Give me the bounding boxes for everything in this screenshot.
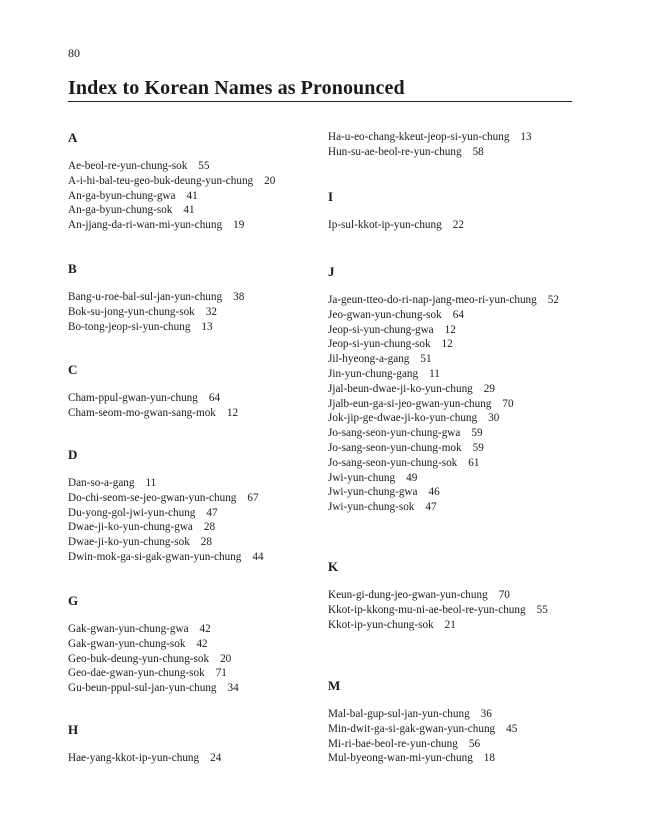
entry-name: Jwi-yun-chung	[328, 471, 396, 484]
entry-name: Dan-so-a-gang	[68, 477, 135, 489]
entry-page-number: 46	[428, 486, 440, 499]
entry-page-number: 20	[220, 652, 232, 665]
entry-page-number: 30	[488, 412, 500, 425]
index-entry	[328, 500, 578, 515]
entry-name: An-ga-byun-chung-sok	[68, 204, 173, 217]
index-section	[68, 362, 313, 421]
index-entry	[68, 189, 313, 204]
entry-name: Hun-su-ae-beol-re-yun-chung	[328, 145, 462, 158]
entry-name: Gak-gwan-yun-chung-sok	[68, 637, 186, 650]
entry-list	[328, 293, 578, 515]
entry-name: Dwin-mok-ga-si-gak-gwan-yun-chung	[68, 550, 242, 563]
entry-page-number: 70	[498, 589, 510, 601]
index-entry	[68, 320, 313, 335]
entry-page-number: 58	[472, 145, 484, 158]
entry-name: An-ga-byun-chung-gwa	[68, 189, 176, 202]
index-entry	[68, 637, 313, 652]
entry-name: Cham-ppul-gwan-yun-chung	[68, 392, 198, 404]
entry-name: Jjalb-eun-ga-si-jeo-gwan-yun-chung	[328, 397, 492, 410]
index-section	[328, 189, 578, 233]
entry-page-number: 56	[468, 737, 481, 750]
index-entry	[328, 218, 578, 233]
index-section	[68, 447, 313, 565]
index-entry	[68, 305, 313, 320]
title-rule	[68, 101, 572, 102]
entry-name: An-jjang-da-ri-wan-mi-yun-chung	[68, 219, 223, 232]
entry-page-number: 71	[215, 667, 227, 680]
entry-name: Do-chi-seom-se-jeo-gwan-yun-chung	[68, 491, 237, 504]
entry-list	[68, 476, 313, 565]
entry-name: Jo-sang-seon-yun-chung-gwa	[328, 427, 461, 440]
index-section	[328, 130, 578, 160]
entry-name: Gu-beun-ppul-sul-jan-yun-chung	[68, 682, 217, 695]
index-entry	[328, 588, 578, 603]
entry-page-number: 22	[452, 219, 464, 231]
entry-page-number: 59	[472, 441, 484, 454]
entry-page-number: 20	[264, 174, 276, 187]
index-entry	[328, 751, 578, 766]
index-entry	[328, 485, 578, 500]
index-entry	[328, 471, 578, 486]
section-letter: G	[68, 593, 79, 608]
index-entry	[328, 382, 578, 397]
index-entry	[68, 174, 313, 189]
entry-page-number: 44	[252, 550, 264, 563]
entry-name: Bok-su-jong-yun-chung-sok	[68, 305, 195, 318]
entry-page-number: 18	[483, 752, 495, 765]
index-entry	[328, 441, 578, 456]
index-entry	[328, 352, 578, 367]
entry-page-number: 19	[233, 219, 245, 232]
entry-page-number: 13	[520, 131, 532, 143]
index-entry	[68, 159, 313, 174]
entry-name: Jeop-si-yun-chung-gwa	[328, 323, 434, 336]
entry-page-number: 41	[183, 204, 195, 217]
entry-list	[328, 707, 578, 766]
section-letter: J	[328, 264, 335, 279]
entry-page-number: 70	[502, 397, 514, 410]
index-entry	[328, 456, 578, 471]
entry-name: Bo-tong-jeop-si-yun-chung	[68, 320, 191, 333]
entry-name: Hae-yang-kkot-ip-yun-chung	[68, 752, 200, 764]
entry-name: Jwi-yun-chung-sok	[328, 501, 415, 514]
entry-name: A-i-hi-bal-teu-geo-buk-deung-yun-chung	[68, 174, 254, 187]
entry-page-number: 59	[471, 427, 483, 440]
entry-page-number: 11	[429, 367, 440, 380]
section-letter: I	[328, 189, 334, 204]
index-section	[68, 261, 313, 334]
index-entry	[328, 293, 578, 308]
index-entry	[68, 550, 313, 565]
page-title: Index to Korean Names as Pronounced	[68, 77, 405, 99]
entry-name: Dwae-ji-ko-yun-chung-sok	[68, 536, 190, 549]
index-entry	[328, 323, 578, 338]
entry-name: Jwi-yun-chung-gwa	[328, 486, 418, 499]
index-entry	[68, 491, 313, 506]
section-letter: H	[68, 722, 79, 737]
entry-page-number: 13	[201, 320, 213, 333]
entry-name: Jo-sang-seon-yun-chung-sok	[328, 456, 458, 469]
entry-page-number: 12	[444, 323, 456, 336]
index-entry	[328, 337, 578, 352]
section-letter: M	[328, 678, 341, 693]
entry-name: Jin-yun-chung-gang	[328, 367, 419, 380]
index-entry	[68, 681, 313, 696]
index-entry	[328, 737, 578, 752]
index-section	[328, 559, 578, 632]
entry-name: Mi-ri-bae-beol-re-yun-chung	[328, 737, 458, 750]
entry-page-number: 42	[196, 637, 208, 650]
entry-page-number: 52	[547, 294, 559, 306]
entry-page-number: 64	[208, 392, 221, 404]
index-entry	[68, 520, 313, 535]
index-entry	[328, 618, 578, 633]
page-number: 80	[68, 46, 80, 60]
entry-name: Ja-geun-tteo-do-ri-nap-jang-meo-ri-yun-chung	[328, 294, 537, 306]
entry-name: Cham-seom-mo-gwan-sang-mok	[68, 406, 216, 419]
entry-name: Kkot-ip-kkong-mu-ni-ae-beol-re-yun-chung	[328, 603, 526, 616]
entry-page-number: 32	[205, 305, 217, 318]
entry-page-number: 47	[425, 501, 437, 514]
entry-page-number: 28	[203, 521, 216, 534]
entry-name: Jjal-beun-dwae-ji-ko-yun-chung	[328, 382, 473, 395]
section-letter: A	[68, 130, 78, 145]
index-entry	[328, 397, 578, 412]
index-entry	[68, 391, 313, 406]
entry-name: Gak-gwan-yun-chung-gwa	[68, 623, 189, 635]
entry-name: Dwae-ji-ko-yun-chung-gwa	[68, 521, 193, 534]
entry-page-number: 61	[468, 456, 480, 469]
index-entry	[328, 145, 578, 160]
entry-page-number: 51	[420, 353, 432, 366]
entry-page-number: 47	[206, 506, 218, 519]
entry-page-number: 34	[227, 682, 239, 695]
entry-name: Jeo-gwan-yun-chung-sok	[328, 308, 442, 321]
index-entry	[68, 666, 313, 681]
index-section	[68, 722, 313, 766]
index-entry	[68, 506, 313, 521]
entry-page-number: 29	[483, 382, 495, 395]
index-entry	[68, 535, 313, 550]
entry-name: Keun-gi-dung-jeo-gwan-yun-chung	[328, 589, 488, 601]
index-entry	[328, 367, 578, 382]
entry-page-number: 21	[444, 618, 456, 631]
entry-name: Ha-u-eo-chang-kkeut-jeop-si-yun-chung	[328, 131, 510, 143]
entry-name: Ip-sul-kkot-ip-yun-chung	[328, 219, 442, 231]
section-letter: D	[68, 447, 78, 462]
entry-page-number: 64	[452, 308, 464, 321]
entry-page-number: 45	[506, 722, 518, 735]
entry-page-number: 36	[480, 708, 492, 720]
entry-page-number: 67	[247, 491, 259, 504]
index-entry	[68, 406, 313, 421]
index-entry	[68, 622, 313, 637]
entry-name: Jok-jip-ge-dwae-ji-ko-yun-chung	[328, 412, 478, 425]
index-entry	[68, 751, 313, 766]
index-entry	[328, 411, 578, 426]
index-entry	[328, 426, 578, 441]
entry-page-number: 38	[233, 291, 245, 303]
index-entry	[68, 652, 313, 667]
section-letter: C	[68, 362, 78, 377]
entry-name: Jil-hyeong-a-gang	[328, 353, 410, 366]
entry-name: Geo-buk-deung-yun-chung-sok	[68, 652, 210, 665]
index-entry	[68, 218, 313, 233]
section-letter: K	[328, 559, 339, 574]
index-entry	[328, 603, 578, 618]
index-section	[328, 678, 578, 766]
entry-page-number: 12	[441, 338, 453, 351]
index-entry	[328, 130, 578, 145]
index-section	[328, 264, 578, 515]
index-entry	[68, 290, 313, 305]
entry-page-number: 42	[199, 623, 211, 635]
entry-name: Min-dwit-ga-si-gak-gwan-yun-chung	[328, 722, 496, 735]
entry-page-number: 55	[536, 603, 548, 616]
entry-list	[68, 391, 313, 421]
index-entry	[68, 203, 313, 218]
index-section	[68, 130, 313, 233]
entry-page-number: 55	[198, 160, 210, 172]
section-letter: B	[68, 261, 77, 276]
entry-page-number: 24	[210, 752, 222, 764]
entry-list	[68, 159, 313, 233]
index-section	[68, 593, 313, 696]
entry-list	[68, 290, 313, 334]
entry-list	[68, 622, 313, 696]
entry-name: Mal-bal-gup-sul-jan-yun-chung	[328, 708, 470, 720]
entry-list	[328, 588, 578, 632]
entry-name: Mul-byeong-wan-mi-yun-chung	[328, 752, 473, 765]
index-entry	[328, 308, 578, 323]
entry-page-number: 12	[226, 406, 239, 419]
index-entry	[68, 476, 313, 491]
entry-name: Jeop-si-yun-chung-sok	[328, 338, 431, 351]
entry-page-number: 28	[200, 536, 212, 549]
entry-name: Geo-dae-gwan-yun-chung-sok	[68, 667, 205, 680]
entry-list	[328, 218, 578, 233]
index-entry	[328, 722, 578, 737]
entry-page-number: 11	[145, 477, 157, 489]
index-entry	[328, 707, 578, 722]
entry-list	[328, 130, 578, 160]
entry-list	[68, 751, 313, 766]
entry-page-number: 41	[186, 189, 198, 202]
entry-page-number: 49	[406, 471, 418, 484]
entry-name: Kkot-ip-yun-chung-sok	[328, 618, 434, 631]
entry-name: Du-yong-gol-jwi-yun-chung	[68, 506, 196, 519]
entry-name: Jo-sang-seon-yun-chung-mok	[328, 441, 462, 454]
entry-name: Ae-beol-re-yun-chung-sok	[68, 160, 188, 172]
entry-name: Bang-u-roe-bal-sul-jan-yun-chung	[68, 291, 223, 303]
